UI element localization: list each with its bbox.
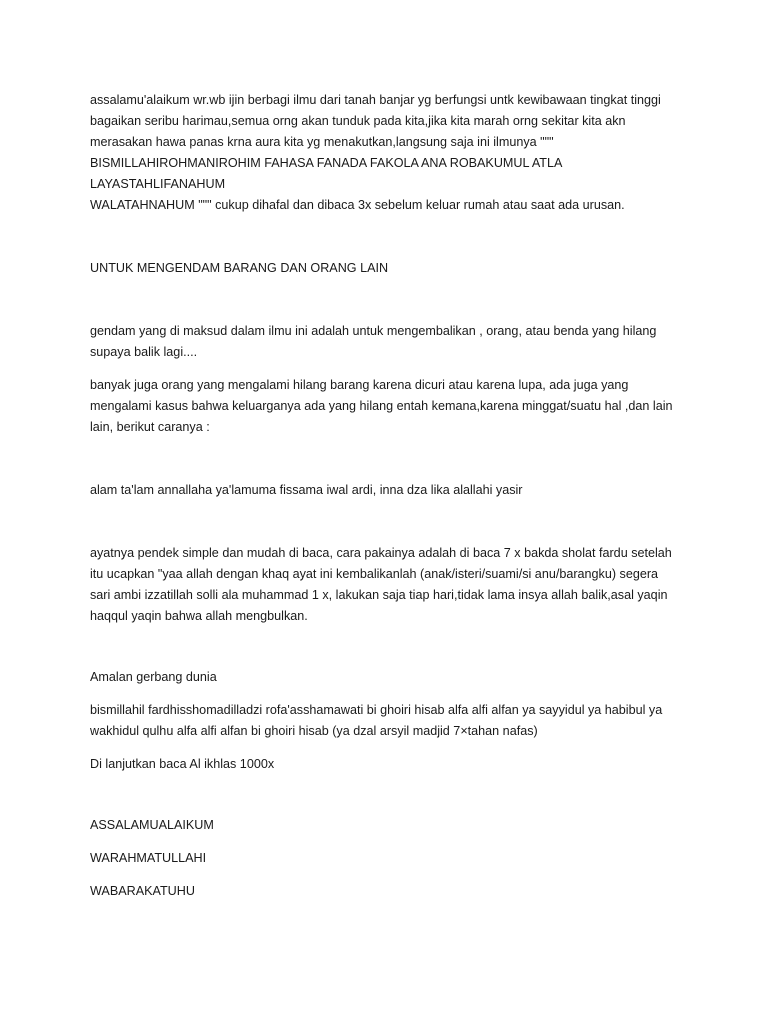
closing-line-3: WABARAKATUHU	[90, 884, 195, 898]
heading-gendam: UNTUK MENGENDAM BARANG DAN ORANG LAIN	[90, 261, 389, 275]
closing-line-2: WARAHMATULLAHI	[90, 851, 207, 865]
paragraph-intro: assalamu'alaikum wr.wb ijin berbagi ilmu dari tanah banjar yg berfungsi untk kewibawaan tingkat tinggi bagaikan seribu harimau,semua orng akan tunduk pada kita,jika kita marah orng sekitar kita akn merasakan hawa panas krna aura kita yg menakutkan,langsung saja ini ilmunya """ BISMILLAHIROHMANIROHIM FAHASA FANADA FAKOLA ANA ROBAKUMUL ATLA LAYASTAHLIFANAHUM WALATAHNAHUM """ cukup dihafal dan dibaca 3x sebelum keluar rumah atau saat ada urusan.	[90, 93, 661, 212]
paragraph-instructions: ayatnya pendek simple dan mudah di baca, cara pakainya adalah di baca 7 x bakda sholat fardu setelah itu ucapkan "yaa allah dengan khaq ayat ini kembalikanlah (anak/isteri/suami/si anu/barangku) segera sari ambi izzatillah solli ala muhammad 1 x, lakukan saja tiap hari,tidak lama insya allah balik,asal yaqin haqqul yaqin bahwa allah mengbulkan.	[90, 546, 672, 623]
paragraph-ikhlas: Di lanjutkan baca Al ikhlas 1000x	[90, 757, 275, 771]
paragraph-gendam-cases: banyak juga orang yang mengalami hilang barang karena dicuri atau karena lupa, ada juga yang mengalami kasus bahwa keluarganya ada yang hilang entah kemana,karena minggat/suatu hal ,dan lain lain, berikut caranya :	[90, 378, 673, 434]
document-body	[90, 90, 686, 902]
heading-amalan: Amalan gerbang dunia	[90, 670, 217, 684]
paragraph-verse: alam ta'lam annallaha ya'lamuma fissama iwal ardi, inna dza lika alallahi yasir	[90, 483, 523, 497]
paragraph-amalan-text: bismillahil fardhisshomadilladzi rofa'asshamawati bi ghoiri hisab alfa alfi alfan ya sayyidul ya habibul ya wakhidul qulhu alfa alfi alfan bi ghoiri hisab (ya dzal arsyil madjid 7×tahan nafas)	[90, 703, 663, 738]
closing-line-1: ASSALAMUALAIKUM	[90, 818, 214, 832]
paragraph-gendam-meaning: gendam yang di maksud dalam ilmu ini adalah untuk mengembalikan , orang, atau benda yang hilang supaya balik lagi....	[90, 324, 657, 359]
